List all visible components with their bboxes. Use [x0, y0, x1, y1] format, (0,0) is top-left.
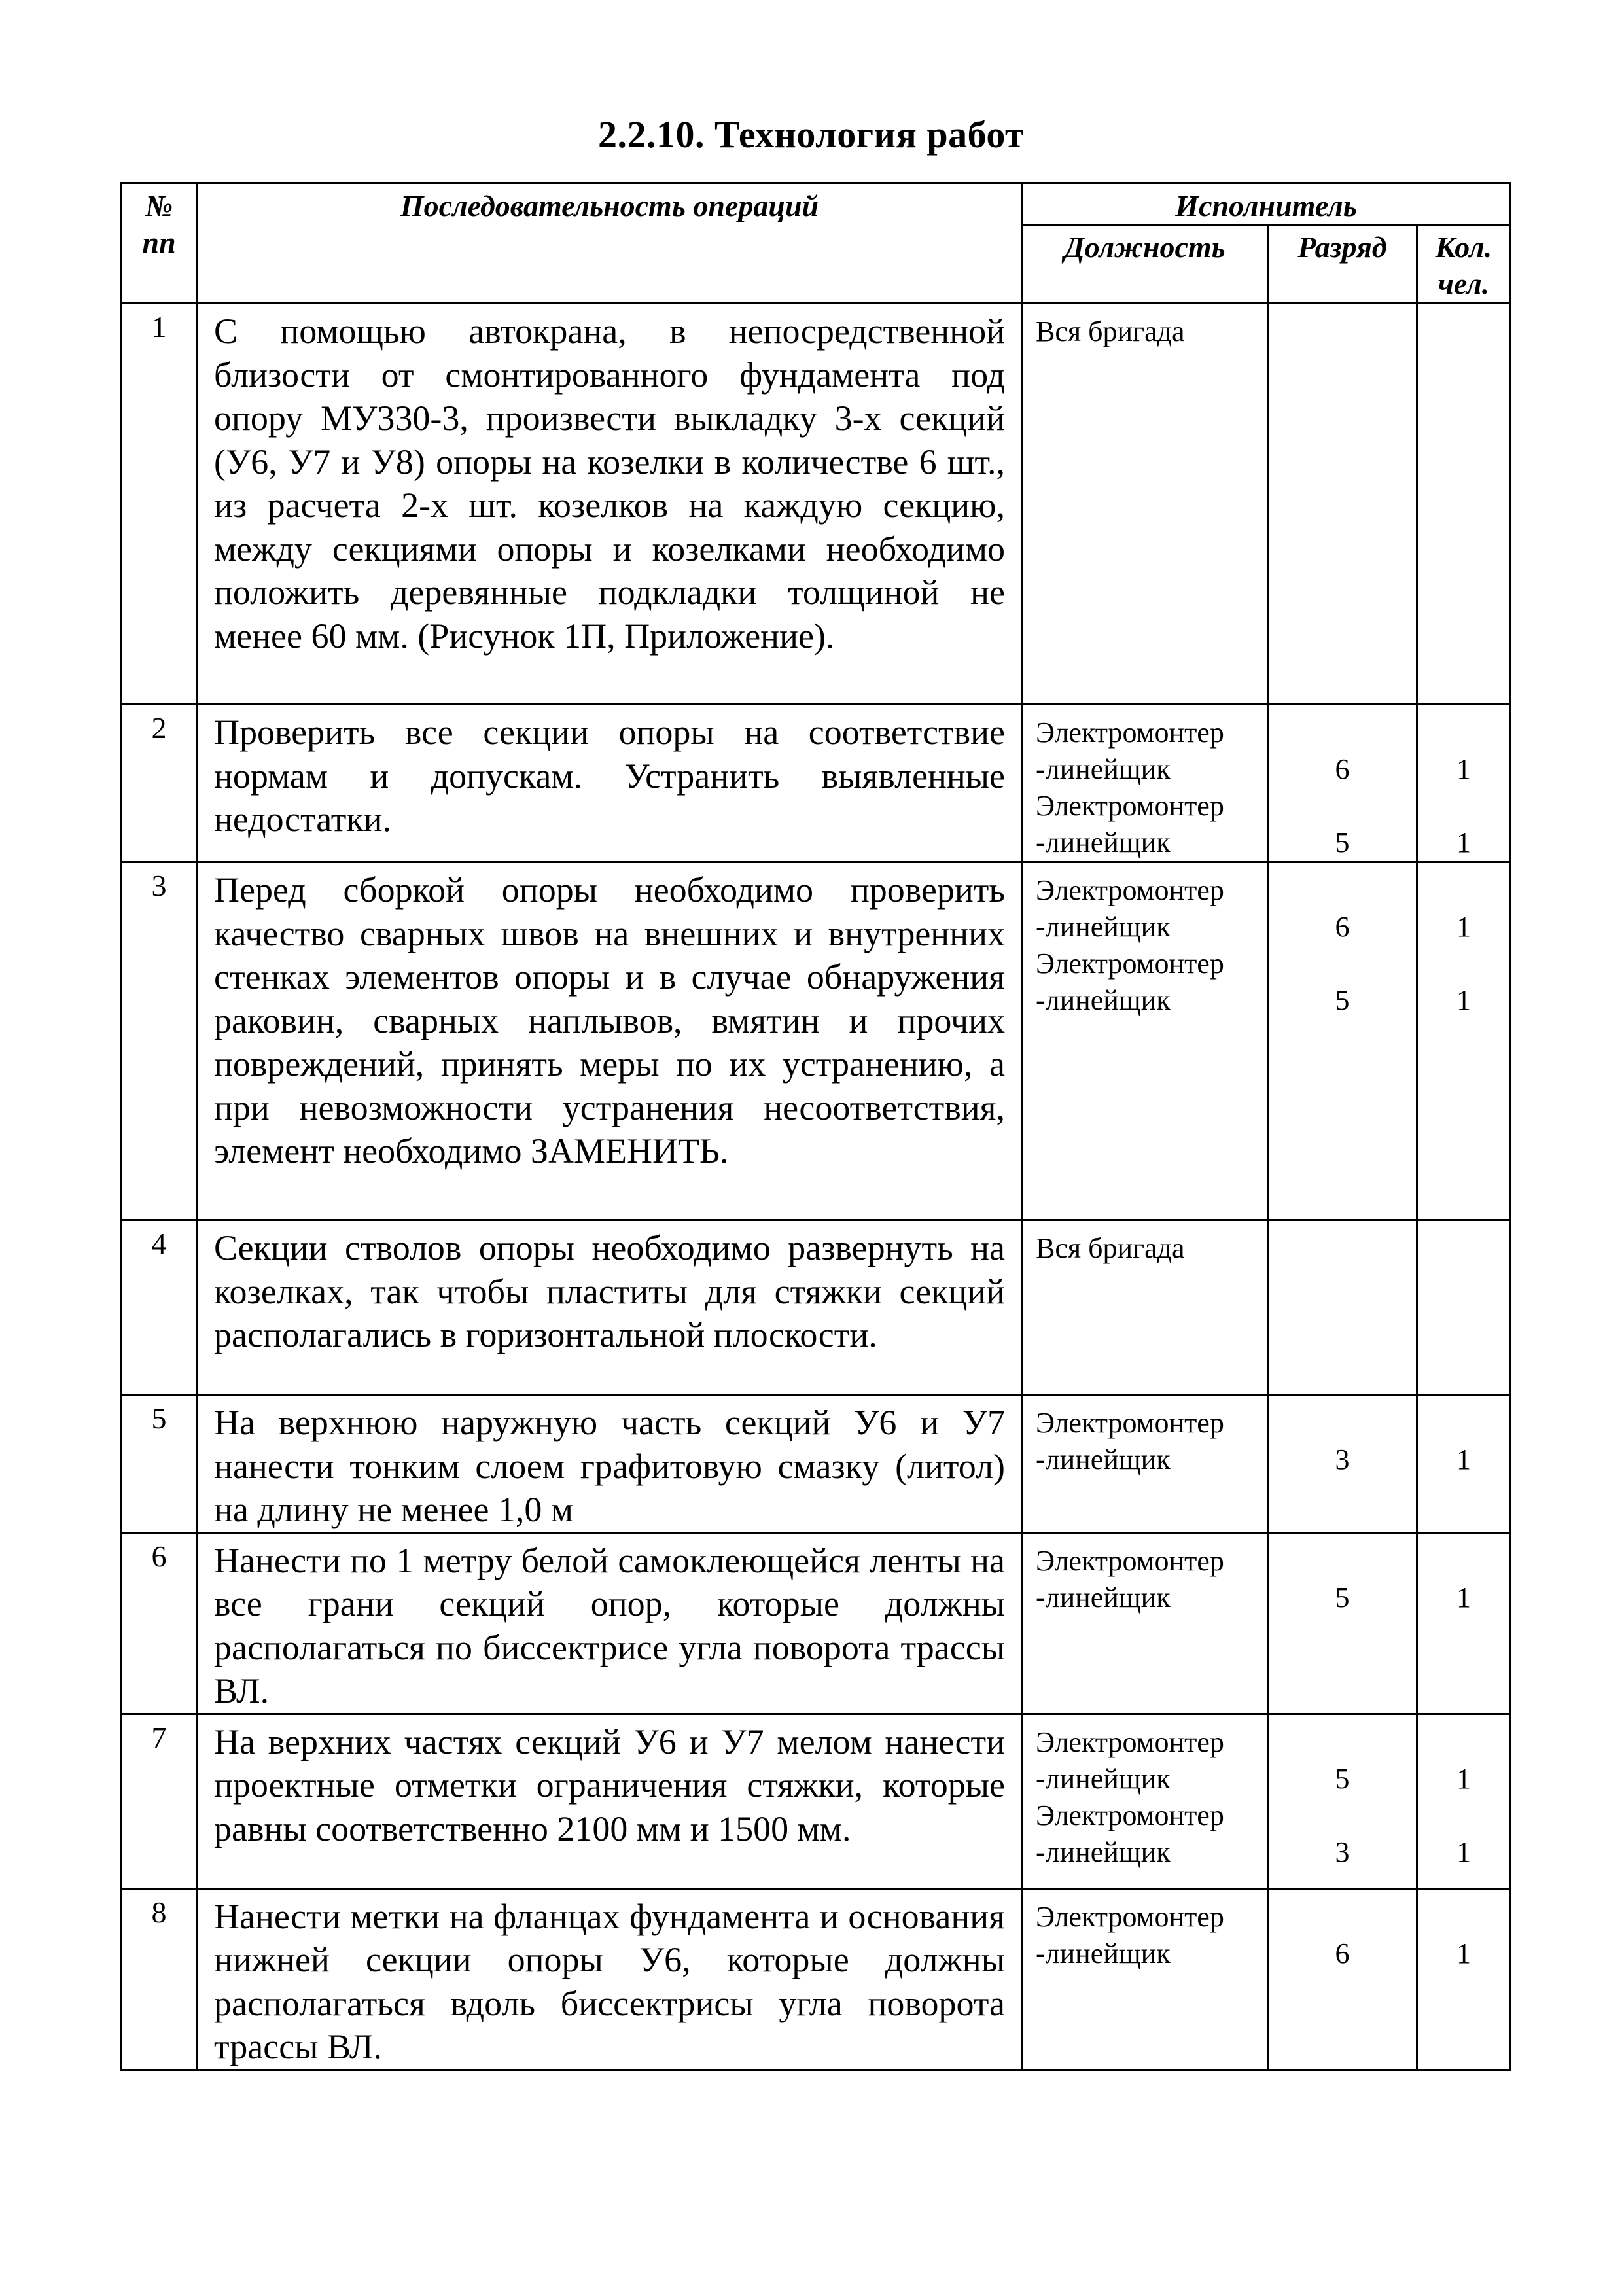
row-number: 7: [121, 1714, 198, 1888]
operation-text: Секции стволов опоры необходимо развернуть на козелках, так чтобы пластиты для стяжки секций располагались в горизонтальной плоскости.: [198, 1220, 1022, 1395]
executor-grade: [1268, 1714, 1417, 1888]
grade-value: 3: [1335, 1835, 1350, 1868]
position-line: Электромонтер: [1036, 1407, 1224, 1439]
executor-position: [1022, 1714, 1268, 1888]
header-count-line1: Кол.: [1435, 230, 1492, 264]
executor-grade: [1268, 862, 1417, 1220]
position-line: -линейщик: [1036, 911, 1171, 943]
count-value: [1418, 945, 1509, 982]
executor-position: [1022, 1220, 1268, 1395]
executor-position: [1022, 705, 1268, 862]
count-value: 1: [1456, 1762, 1472, 1795]
position-line: -линейщик: [1036, 1762, 1171, 1795]
operation-text: Нанести по 1 метру белой самоклеющейся ленты на все грани секций опор, которые должны располагаться по биссектрисе угла поворота трассы ВЛ.: [198, 1532, 1022, 1714]
row-number: 4: [121, 1220, 198, 1395]
grade-value: [1269, 350, 1416, 387]
header-operations: Последовательность операций: [198, 183, 1022, 304]
count-value: [1418, 872, 1509, 909]
count-value: [1418, 313, 1509, 350]
executor-position: [1022, 1888, 1268, 2070]
count-value: [1418, 350, 1509, 387]
count-value: 1: [1456, 1443, 1472, 1475]
operation-text: На верхнюю наружную часть секций У6 и У7 нанести тонким слоем графитовую смазку (литол) на длину не менее 1,0 м: [198, 1395, 1022, 1533]
table-row: [121, 1532, 1511, 1714]
executor-count: [1417, 1888, 1511, 2070]
table-row: [121, 1395, 1511, 1533]
header-number-line2: пп: [142, 226, 176, 259]
technology-table: [120, 182, 1511, 2071]
table-row: [121, 1714, 1511, 1888]
grade-value: [1269, 1405, 1416, 1441]
executor-count: [1417, 862, 1511, 1220]
position-line: Электромонтер: [1036, 947, 1224, 980]
count-value: 1: [1456, 753, 1472, 785]
grade-value: 5: [1335, 984, 1350, 1016]
position-line: Электромонтер: [1036, 716, 1224, 749]
count-value: 1: [1456, 911, 1472, 943]
grade-value: [1269, 1230, 1416, 1267]
executor-count: [1417, 1532, 1511, 1714]
executor-grade: [1268, 1220, 1417, 1395]
grade-value: 3: [1335, 1443, 1350, 1475]
header-position: Должность: [1022, 226, 1268, 304]
executor-position: [1022, 1395, 1268, 1533]
row-number: 3: [121, 862, 198, 1220]
grade-value: 6: [1335, 1937, 1350, 1969]
executor-count: [1417, 1220, 1511, 1395]
executor-count: [1417, 1395, 1511, 1533]
position-line: -линейщик: [1036, 1443, 1171, 1475]
grade-value: [1269, 872, 1416, 909]
operation-text: С помощью автокрана, в непосредственной близости от смонтированного фундамента под опору МУ330-3, произвести выкладку 3-х секций (У6, У7 и У8) опоры на козелки в количестве 6 шт., из расчета 2-х шт. козелков на каждую секцию, между секциями опоры и козелками необходимо положить деревянные подкладки толщиной не менее 60 мм. (Рисунок 1П, Приложение).: [198, 304, 1022, 705]
table-row: [121, 705, 1511, 862]
grade-value: [1269, 1724, 1416, 1761]
count-value: 1: [1456, 984, 1472, 1016]
position-line: Электромонтер: [1036, 1544, 1224, 1577]
count-value: [1418, 1543, 1509, 1580]
grade-value: 6: [1335, 911, 1350, 943]
grade-value: [1269, 945, 1416, 982]
grade-value: [1269, 1899, 1416, 1935]
operation-text: Проверить все секции опоры на соответствие нормам и допускам. Устранить выявленные недостатки.: [198, 705, 1022, 862]
position-line: Электромонтер: [1036, 790, 1224, 822]
count-value: [1418, 1267, 1509, 1303]
row-number: 2: [121, 705, 198, 862]
count-value: 1: [1456, 1937, 1472, 1969]
row-number: 5: [121, 1395, 198, 1533]
operation-text: Перед сборкой опоры необходимо проверить качество сварных швов на внешних и внутренних стенках элементов опоры и в случае обнаружения раковин, сварных наплывов, вмятин и прочих повреждений, принять меры по их устранению, а при невозможности устранения несоответствия, элемент необходимо ЗАМЕНИТЬ.: [198, 862, 1022, 1220]
position-line: Электромонтер: [1036, 1900, 1224, 1933]
position-line: -линейщик: [1036, 984, 1171, 1016]
executor-grade: [1268, 1532, 1417, 1714]
executor-position: [1022, 304, 1268, 705]
position-line: Вся бригада: [1036, 315, 1185, 347]
position-line: Электромонтер: [1036, 874, 1224, 906]
header-executor: Исполнитель: [1022, 183, 1511, 226]
table-row: [121, 304, 1511, 705]
count-value: 1: [1456, 826, 1472, 858]
executor-position: [1022, 862, 1268, 1220]
grade-value: [1269, 313, 1416, 350]
grade-value: [1269, 788, 1416, 824]
table-row: [121, 1888, 1511, 2070]
count-value: 1: [1456, 1581, 1472, 1614]
header-count-line2: чел.: [1437, 267, 1490, 300]
page-title: 2.2.10. Технология работ: [597, 113, 1025, 156]
grade-value: 5: [1335, 826, 1350, 858]
position-line: Вся бригада: [1036, 1232, 1185, 1264]
count-value: 1: [1456, 1835, 1472, 1868]
count-value: [1418, 1230, 1509, 1267]
count-value: [1418, 1724, 1509, 1761]
grade-value: [1269, 715, 1416, 751]
position-line: Электромонтер: [1036, 1725, 1224, 1758]
operation-text: На верхних частях секций У6 и У7 мелом нанести проектные отметки ограничения стяжки, которые равны соответственно 2100 мм и 1500 мм.: [198, 1714, 1022, 1888]
header-number-line1: №: [145, 189, 173, 222]
position-line: Электромонтер: [1036, 1799, 1224, 1831]
count-value: [1418, 1899, 1509, 1935]
executor-position: [1022, 1532, 1268, 1714]
executor-count: [1417, 705, 1511, 862]
row-number: 8: [121, 1888, 198, 2070]
grade-value: 6: [1335, 753, 1350, 785]
position-line: -линейщик: [1036, 753, 1171, 785]
table-row: [121, 1220, 1511, 1395]
grade-value: 5: [1335, 1581, 1350, 1614]
count-value: [1418, 1797, 1509, 1834]
executor-grade: [1268, 304, 1417, 705]
executor-count: [1417, 1714, 1511, 1888]
executor-count: [1417, 304, 1511, 705]
grade-value: [1269, 1267, 1416, 1303]
grade-value: 5: [1335, 1762, 1350, 1795]
row-number: 6: [121, 1532, 198, 1714]
row-number: 1: [121, 304, 198, 705]
position-line: -линейщик: [1036, 826, 1171, 858]
table-row: [121, 862, 1511, 1220]
position-line: -линейщик: [1036, 1835, 1171, 1868]
executor-grade: [1268, 1395, 1417, 1533]
executor-grade: [1268, 705, 1417, 862]
position-line: -линейщик: [1036, 1937, 1171, 1969]
grade-value: [1269, 1543, 1416, 1580]
operation-text: Нанести метки на фланцах фундамента и основания нижней секции опоры У6, которые должны располагаться вдоль биссектрисы угла поворота трассы ВЛ.: [198, 1888, 1022, 2070]
header-number: [121, 183, 198, 304]
position-line: -линейщик: [1036, 1581, 1171, 1614]
grade-value: [1269, 1797, 1416, 1834]
header-grade: Разряд: [1268, 226, 1417, 304]
count-value: [1418, 1405, 1509, 1441]
executor-grade: [1268, 1888, 1417, 2070]
count-value: [1418, 715, 1509, 751]
count-value: [1418, 788, 1509, 824]
header-count: [1417, 226, 1511, 304]
